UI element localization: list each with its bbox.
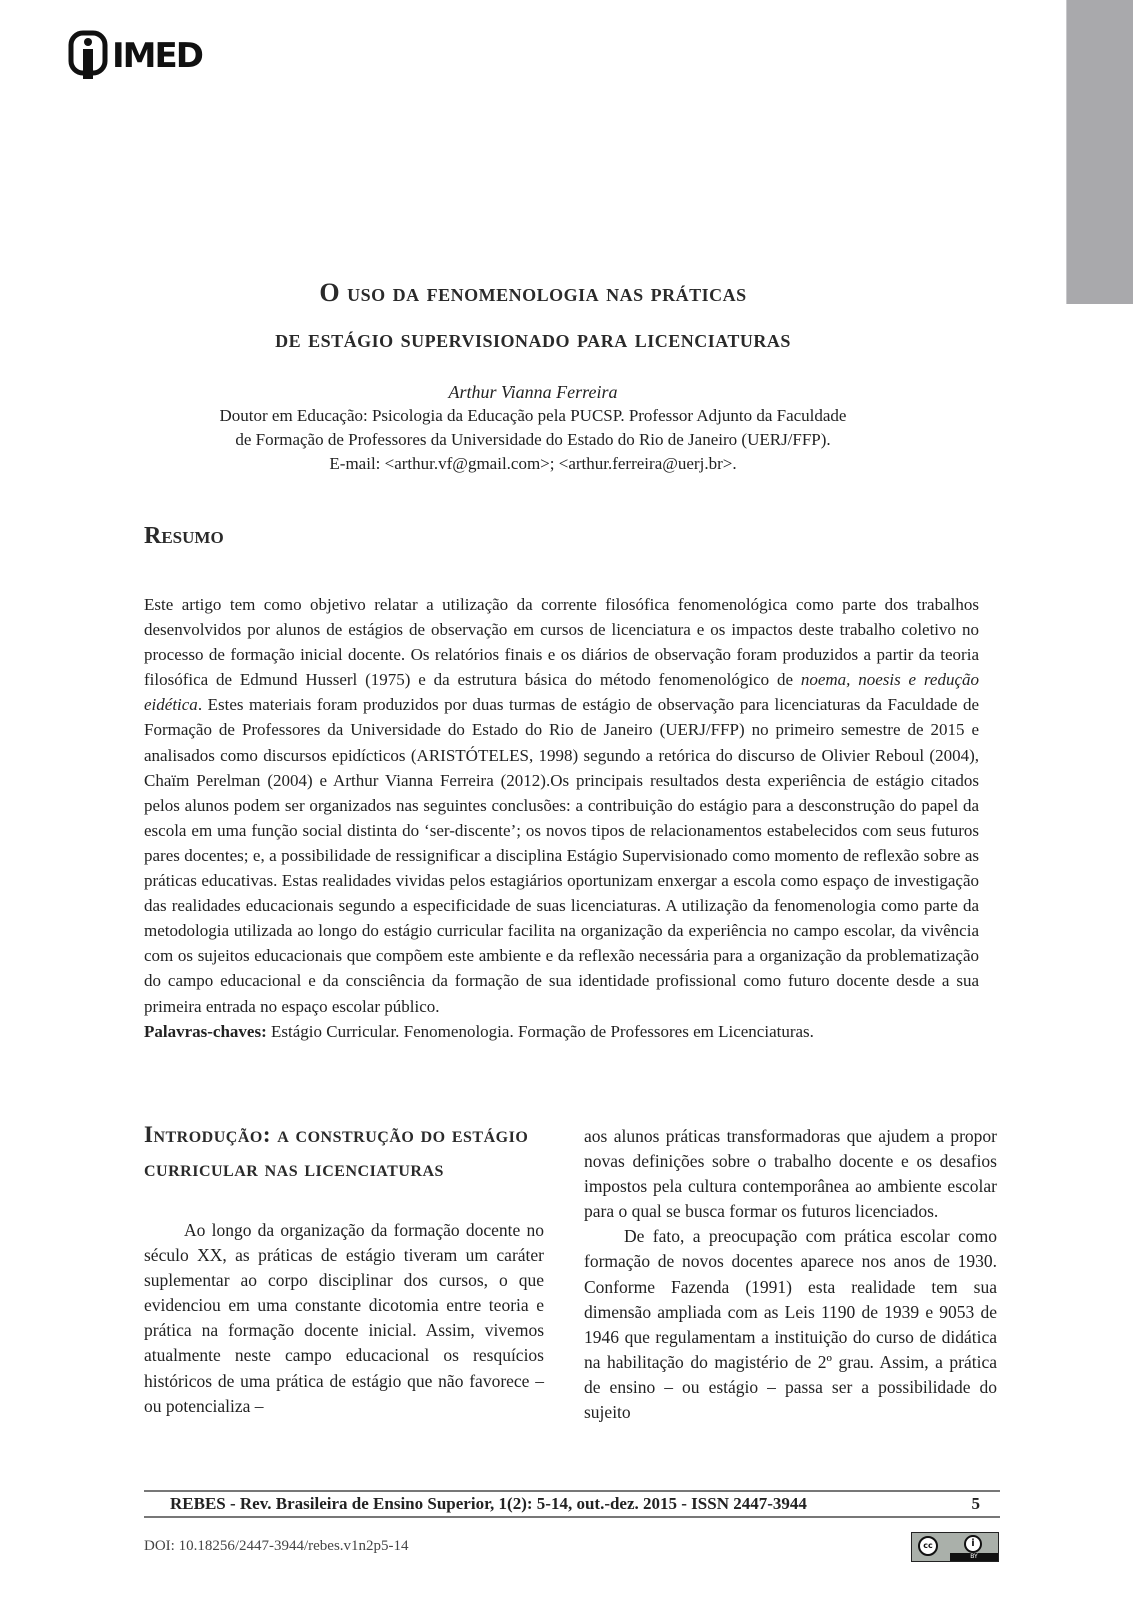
cc-by-license-badge[interactable] — [911, 1532, 999, 1562]
keywords-label: Palavras-chaves: — [144, 1021, 267, 1041]
abstract-text-italic: noema, noesis e redução eidética — [144, 670, 980, 715]
right-column — [584, 1124, 997, 1425]
journal-info: REBES - Rev. Brasileira de Ensino Superior, 1(2): 5-14, out.-dez. 2015 - ISSN 2447-3944 — [170, 1494, 807, 1513]
logo-text: IMED — [112, 36, 202, 76]
article-title — [0, 270, 1066, 362]
attribution-person-icon: i — [964, 1535, 982, 1553]
page-number: 5 — [971, 1494, 980, 1513]
author-affiliation-1: Doutor em Educação: Psicologia da Educação pela PUCSP. Professor Adjunto da Faculdade — [219, 406, 847, 425]
abstract-text-1: Este artigo tem como objetivo relatar a utilização da corrente filosófica fenomenológica como parte dos trabalhos desenvolvidos por alunos de estágios de observação em cursos de licenciatura e os impactos deste trabalho coletivo no processo de formação inicial docente. Os relatórios finais e os diários de observação foram produzidos a partir da teoria filosófica de Edmund Husserl (1975) e da estrutura básica do método fenomenológico de — [144, 595, 979, 690]
left-column — [144, 1118, 544, 1419]
intro-paragraph-right-2: De fato, a preocupação com prática escolar como formação de novos docentes aparece nos anos de 1930. Conforme Fazenda (1991) esta realidade tem sua dimensão ampliada com as Leis 1190 de 1939 e 9053 de 1946 que regulamentam a instituição do curso de didática na habilitação do magistério de 2º grau. Assim, a prática de ensino – ou estágio – passa ser a possibilidade do sujeito — [584, 1226, 997, 1423]
creative-commons-icon: cc — [918, 1536, 938, 1556]
info-icon — [68, 30, 108, 82]
side-tab-marker — [1066, 0, 1133, 304]
abstract-heading: Resumo — [144, 523, 224, 549]
imed-logo — [68, 30, 202, 82]
author-name: Arthur Vianna Ferreira — [448, 382, 618, 402]
intro-paragraph-left: Ao longo da organização da formação docente no século XX, as práticas de estágio tiveram um caráter suplementar ao corpo disciplinar dos cursos, o que evidenciou em uma constante dicotomia entre teoria e prática na formação docente inicial. Assim, vivemos atualmente neste campo educacional os resquícios históricos de uma prática de estágio que não favorece – ou potencializa – — [144, 1220, 544, 1416]
keywords-list: Estágio Curricular. Fenomenologia. Formação de Professores em Licenciaturas. — [266, 1021, 814, 1041]
by-label: BY — [950, 1553, 998, 1561]
abstract-text-2: . Estes materiais foram produzidos por duas turmas de estágio de observação para licenciaturas da Faculdade de Formação de Professores da Universidade do Estado do Rio de Janeiro (UERJ/FFP) no primeiro semestre de 2015 e analisados como discursos epidícticos (ARISTÓTELES, 1998) segundo a retórica do discurso de Olivier Reboul (2004), Chaïm Perelman (2004) e Arthur Vianna Ferreira (2012).Os principais resultados desta experiência de estágio citados pelos alunos podem ser organizados nas seguintes conclusões: a contribuição do estágio para a desconstrução do papel da escola em uma função social distinta do ‘ser-discente’; os novos tipos de relacionamentos estabelecidos com seus futuros pares docentes; e, a possibilidade de ressignificar a disciplina Estágio Supervisionado como momento de reflexão sobre as práticas educativas. Estas realidades vividas pelos estagiários oportunizam enxergar a escola como espaço de investigação das realidades educacionais segundo a especificidade de suas licenciaturas. A utilização da fenomenologia como parte da metodologia utilizada ao longo do estágio curricular facilita na organização da experiência no campo escolar, da vivência com os sujeitos educacionais que compõem este ambiente e da reflexão necessária para a organização da problematização do campo educacional e da consciência da formação de sua identidade profissional como futuro docente desde a sua primeira entrada no espaço escolar público. — [144, 695, 979, 1016]
author-block — [0, 380, 1066, 476]
introduction-heading: Introdução: a construção do estágio curricular nas licenciaturas — [144, 1122, 529, 1181]
title-line-1: O uso da fenomenologia nas práticas — [319, 278, 747, 307]
doi-link[interactable]: DOI: 10.18256/2447-3944/rebes.v1n2p5-14 — [144, 1538, 409, 1554]
footer-rule-bottom — [144, 1516, 1000, 1518]
author-affiliation-2: de Formação de Professores da Universidade do Estado do Rio de Janeiro (UERJ/FFP). — [235, 430, 831, 449]
author-email[interactable]: E-mail: <arthur.vf@gmail.com>; <arthur.ferreira@uerj.br>. — [329, 454, 737, 473]
intro-paragraph-right-1: aos alunos práticas transformadoras que ajudem a propor novas definições sobre o trabalho docente e os desafios impostos pela cultura contemporânea ao ambiente escolar para o qual se busca formar os futuros licenciados. — [584, 1126, 997, 1222]
journal-citation — [170, 1492, 1000, 1516]
abstract-body — [144, 592, 979, 1044]
keywords — [144, 1019, 979, 1044]
title-line-2: de estágio supervisionado para licenciaturas — [275, 324, 791, 353]
